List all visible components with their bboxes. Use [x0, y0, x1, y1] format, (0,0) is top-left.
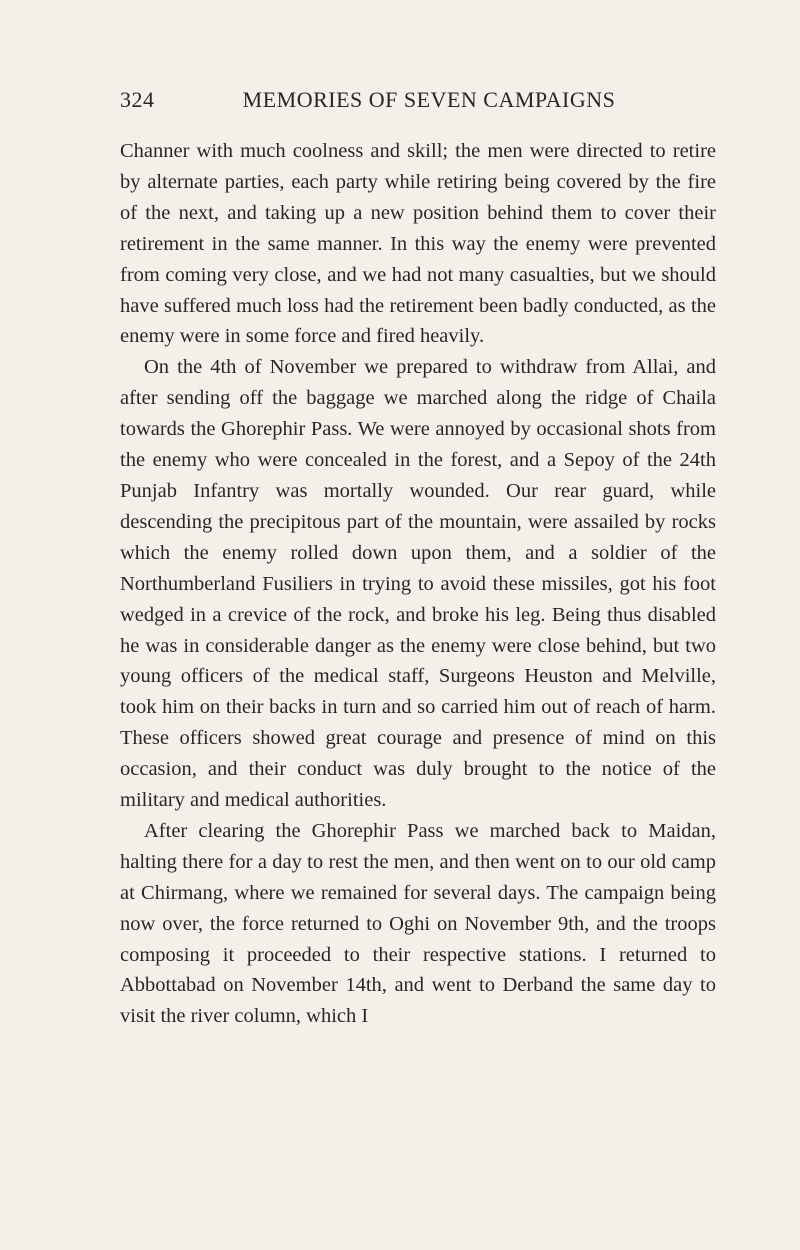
body-text [120, 136, 716, 1032]
running-head [120, 87, 716, 117]
page-number: 324 [120, 87, 155, 112]
paragraph-1: Channer with much coolness and skill; the men were directed to retire by alternate parties, each party while retiring being covered by the fire of the next, and taking up a new position behind them to cover their retirement in the same manner. In this way the enemy were prevented from coming very close, and we had not many casualties, but we should have suffered much loss had the retirement been badly conducted, as the enemy were in some force and fired heavily. [120, 140, 716, 348]
paragraph-3: After clearing the Ghorephir Pass we marched back to Maidan, halting there for a day to rest the men, and then went on to our old camp at Chirmang, where we remained for several days. The campaign being now over, the force returned to Oghi on November 9th, and the troops composing it proceeded to their respective stations. I returned to Abbottabad on November 14th, and went to Derband the same day to visit the river column, which I [120, 819, 716, 1028]
paragraph-2: On the 4th of November we prepared to withdraw from Allai, and after sending off the baggage we marched along the ridge of Chaila towards the Ghorephir Pass. We were annoyed by occasional shots from the enemy who were concealed in the forest, and a Sepoy of the 24th Punjab Infantry was mortally wounded. Our rear guard, while descending the precipitous part of the mountain, were assailed by rocks which the enemy rolled down upon them, and a soldier of the Northumberland Fusiliers in trying to avoid these missiles, got his foot wedged in a crevice of the rock, and broke his leg. Being thus disabled he was in considerable danger as the enemy were close behind, but two young officers of the medical staff, Surgeons Heuston and Melville, took him on their backs in turn and so carried him out of reach of harm. These officers showed great courage and presence of mind on this occasion, and their conduct was duly brought to the notice of the military and medical authorities. [120, 356, 716, 812]
running-title: MEMORIES OF SEVEN CAMPAIGNS [242, 87, 616, 112]
